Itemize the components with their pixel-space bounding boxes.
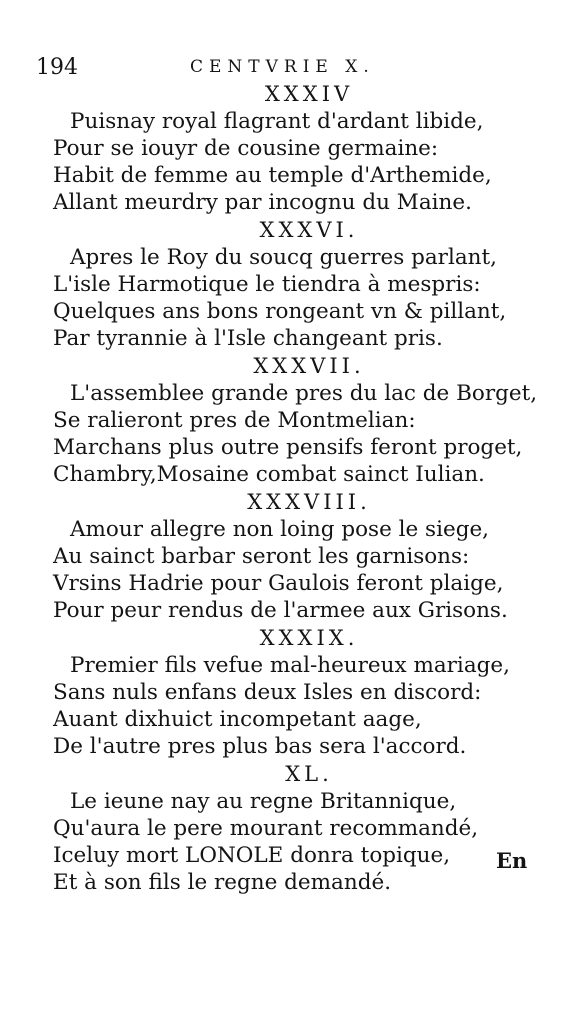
running-title: CENTVRIE X. bbox=[190, 57, 375, 77]
quatrain-number: XL. bbox=[285, 762, 333, 786]
verse-line: Marchans plus outre pensifs feront proget, bbox=[53, 435, 523, 460]
verse-line: Iceluy mort LONOLE donra topique, bbox=[53, 843, 451, 868]
quatrain bbox=[0, 624, 588, 760]
quatrain bbox=[0, 216, 588, 352]
verse-line: Et à son fils le regne demandé. bbox=[53, 870, 392, 895]
quatrain-number: XXXIV bbox=[264, 82, 354, 106]
quatrain bbox=[0, 80, 588, 216]
verse-line: Quelques ans bons rongeant vn & pillant, bbox=[53, 299, 507, 324]
verse-line: L'assemblee grande pres du lac de Borget, bbox=[70, 381, 538, 406]
quatrain bbox=[0, 352, 588, 488]
verse-line: Se ralieront pres de Montmelian: bbox=[53, 408, 416, 433]
verse-line: Allant meurdry par incognu du Maine. bbox=[53, 190, 472, 215]
verse-line: Premier fils vefue mal-heureux mariage, bbox=[70, 653, 510, 678]
verse-line: De l'autre pres plus bas sera l'accord. bbox=[53, 734, 467, 759]
verse-line: Sans nuls enfans deux Isles en discord: bbox=[53, 680, 482, 705]
quatrain bbox=[0, 488, 588, 624]
quatrain-number: XXXVIII. bbox=[247, 490, 371, 514]
page-number: 194 bbox=[36, 55, 78, 80]
verse-line: Pour se iouyr de cousine germaine: bbox=[53, 136, 439, 161]
quatrain-number: XXXVI. bbox=[259, 218, 359, 242]
verse-line: Au sainct barbar seront les garnisons: bbox=[53, 544, 470, 569]
verse-line: Auant dixhuict incompetant aage, bbox=[53, 707, 422, 732]
quatrain-number: XXXIX. bbox=[259, 626, 359, 650]
quatrain-number: XXXVII. bbox=[253, 354, 365, 378]
verse-line: Amour allegre non loing pose le siege, bbox=[70, 517, 490, 542]
verse-line: Par tyrannie à l'Isle changeant pris. bbox=[53, 326, 443, 351]
verse-line: Puisnay royal flagrant d'ardant libide, bbox=[70, 109, 484, 134]
verse-line: Habit de femme au temple d'Arthemide, bbox=[53, 163, 492, 188]
verse-line: Chambry,Mosaine combat sainct Iulian. bbox=[53, 462, 485, 487]
verse-line: Le ieune nay au regne Britannique, bbox=[70, 789, 457, 814]
verse-line: L'isle Harmotique le tiendra à mespris: bbox=[53, 272, 481, 297]
catchword: En bbox=[496, 848, 528, 873]
verse-line: Pour peur rendus de l'armee aux Grisons. bbox=[53, 598, 508, 623]
verse-line: Apres le Roy du soucq guerres parlant, bbox=[70, 245, 497, 270]
verse-line: Vrsins Hadrie pour Gaulois feront plaige, bbox=[53, 571, 504, 596]
verse-line: Qu'aura le pere mourant recommandé, bbox=[53, 816, 479, 841]
quatrain bbox=[0, 760, 588, 896]
